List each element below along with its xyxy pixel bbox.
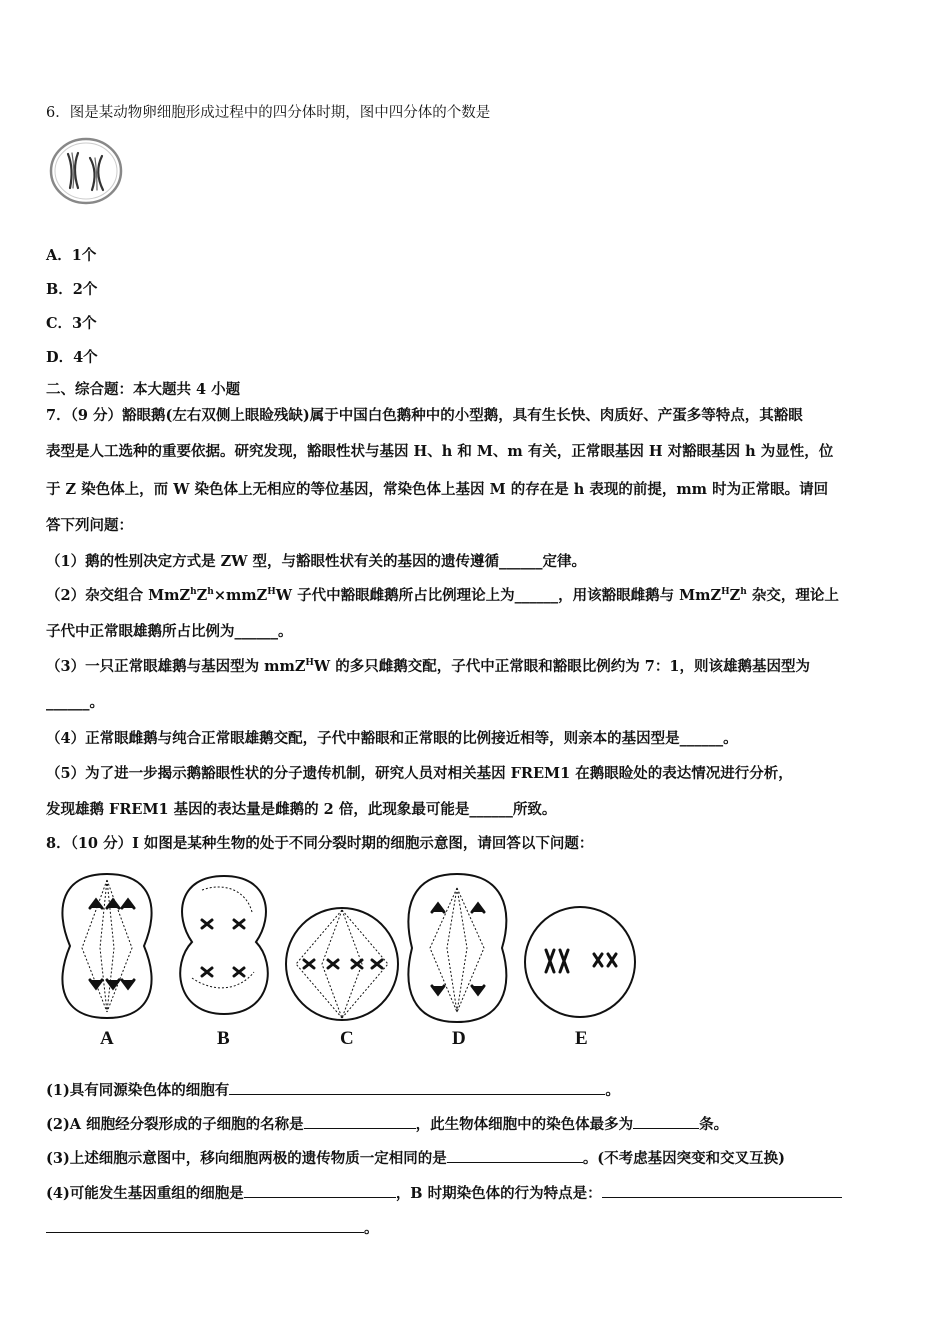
q6-option-a[interactable]: A．1个 <box>46 247 97 264</box>
tetrad-cell-figure <box>48 136 124 206</box>
q7-intro-line3: 于 Z 染色体上，而 W 染色体上无相应的等位基因，常染色体上基因 M 的存在是 h 表现的前提，mm 时为正常眼。请回 <box>46 481 829 498</box>
q7-part3-line1: （3）一只正常眼雄鹅与基因型为 mmZ$^H$W 的多只雌鹅交配，子代中正常眼和豁眼比例约为 7：1，则该雄鹅基因型为 <box>46 658 810 675</box>
q6-option-c[interactable]: C．3个 <box>46 315 97 332</box>
q6-stem: 6．图是某动物卵细胞形成过程中的四分体时期，图中四分体的个数是 <box>46 105 491 121</box>
answer-blank[interactable] <box>244 1183 396 1198</box>
q8-part3: (3)上述细胞示意图中，移向细胞两极的遗传物质一定相同的是 。(不考虑基因突变和交叉互换) <box>46 1150 786 1167</box>
figure-label-e: E <box>575 1028 588 1049</box>
q7-part2-line1: （2）杂交组合 $MmZ^hZ^h\times mmZ^HW$ 子代中豁眼雌鹅所占比例理论上为______，用该豁眼雌鹅与 $MmZ^HZ^h$ 杂交，理论上 <box>46 587 839 604</box>
q6-option-b[interactable]: B．2个 <box>46 281 98 298</box>
answer-blank[interactable] <box>602 1183 842 1198</box>
cell-division-figure <box>52 868 652 1058</box>
answer-blank[interactable] <box>229 1080 605 1095</box>
answer-blank[interactable] <box>633 1114 699 1129</box>
figure-label-b: B <box>217 1028 230 1049</box>
q8-stem: 8．（10 分）I 如图是某种生物的处于不同分裂时期的细胞示意图，请回答以下问题： <box>46 835 594 852</box>
q7-part2-line2: 子代中正常眼雄鹅所占比例为______。 <box>46 623 293 640</box>
q8-part1: (1)具有同源染色体的细胞有 。 <box>46 1082 620 1099</box>
q6-option-d[interactable]: D．4个 <box>46 349 98 366</box>
q7-intro-line4: 答下列问题： <box>46 517 133 534</box>
figure-label-a: A <box>100 1028 114 1049</box>
q7-intro-line1: 7．（9 分）豁眼鹅(左右双侧上眼睑残缺)属于中国白色鹅种中的小型鹅，具有生长快、肉质好、产蛋多等特点，其豁眼 <box>46 407 803 424</box>
q7-part1: （1）鹅的性别决定方式是 ZW 型，与豁眼性状有关的基因的遗传遵循______定律。 <box>46 553 587 570</box>
section-heading: 二、综合题：本大题共 4 小题 <box>46 381 241 398</box>
q7-part3-line2: ______。 <box>46 694 104 711</box>
q8-part4-line1: (4)可能发生基因重组的细胞是 ，B 时期染色体的行为特点是： <box>46 1183 842 1204</box>
answer-blank[interactable] <box>304 1114 416 1129</box>
answer-blank[interactable] <box>447 1148 583 1163</box>
q7-intro-line2: 表型是人工选种的重要依据。研究发现，豁眼性状与基因 H、h 和 M、m 有关，正常眼基因 H 对豁眼基因 h 为显性，位 <box>46 443 834 460</box>
q7-part5-line2: 发现雄鹅 FREM1 基因的表达量是雌鹅的 2 倍，此现象最可能是______所致。 <box>46 801 557 818</box>
answer-blank[interactable] <box>46 1218 364 1233</box>
q7-part5-line1: （5）为了进一步揭示鹅豁眼性状的分子遗传机制，研究人员对相关基因 FREM1 在鹅眼睑处的表达情况进行分析， <box>46 765 793 782</box>
q8-part4-line2: 。 <box>46 1218 379 1239</box>
q8-part2: (2)A 细胞经分裂形成的子细胞的名称是 ，此生物体细胞中的染色体最多为 条。 <box>46 1116 729 1133</box>
q7-part4: （4）正常眼雌鹅与纯合正常眼雄鹅交配，子代中豁眼和正常眼的比例接近相等，则亲本的基因型是______。 <box>46 730 738 747</box>
figure-label-c: C <box>340 1028 354 1049</box>
figure-label-d: D <box>452 1028 466 1049</box>
